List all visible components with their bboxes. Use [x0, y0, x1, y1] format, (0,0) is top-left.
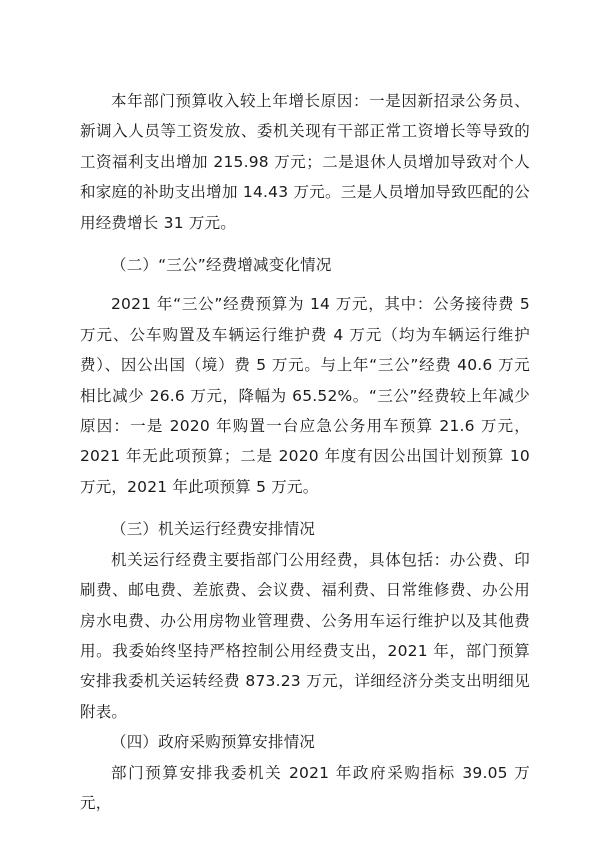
section-heading-government-procurement: （四）政府采购预算安排情况	[111, 733, 316, 752]
paragraph-operating-expenses: 机关运行经费主要指部门公用经费，具体包括：办公费、印刷费、邮电费、差旅费、会议费、福利费、日常维修费、办公用房水电费、办公用房物业管理费、公务用车运行维护以及其他费用。我委始终坚持严格控制公用经费支出，2021 年，部门预算安排我委机关运转经费 873.23 万元，详细经济分类支出明细见附表。	[80, 550, 530, 721]
paragraph-three-public-expenses: 2021 年“三公”经费预算为 14 万元，其中：公务接待费 5 万元、公车购置及车辆运行维护费 4 万元（均为车辆运行维护费）、因公出国（境）费 5 万元。与上年“三公”经费 40.6 万元相比减少 26.6 万元，降幅为 65.52%。“三公”经费较上年减少原因：一是 2020 年购置一台应急公务用车预算 21.6 万元，2021 年无此项预算；二是 2020 年度有因公出国计划预算 10 万元，2021 年此项预算 5 万元。	[80, 295, 530, 496]
section-heading-operating-expenses: （三）机关运行经费安排情况	[111, 520, 316, 539]
document-body	[80, 86, 530, 818]
paragraph-budget-increase-reasons: 本年部门预算收入较上年增长原因：一是因新招录公务员、新调入人员等工资发放、委机关现有干部正常工资增长等导致的工资福利支出增加 215.98 万元；二是退休人员增加导致对个人和家庭的补助支出增加 14.43 万元。三是人员增加导致匹配的公用经费增长 31 万元。	[80, 92, 530, 232]
spacer	[80, 280, 530, 289]
paragraph-government-procurement: 部门预算安排我委机关 2021 年政府采购指标 39.05 万元，	[80, 763, 530, 812]
spacer	[80, 238, 530, 250]
spacer	[80, 502, 530, 514]
section-heading-three-public-expenses: （二）“三公”经费增减变化情况	[111, 256, 332, 275]
